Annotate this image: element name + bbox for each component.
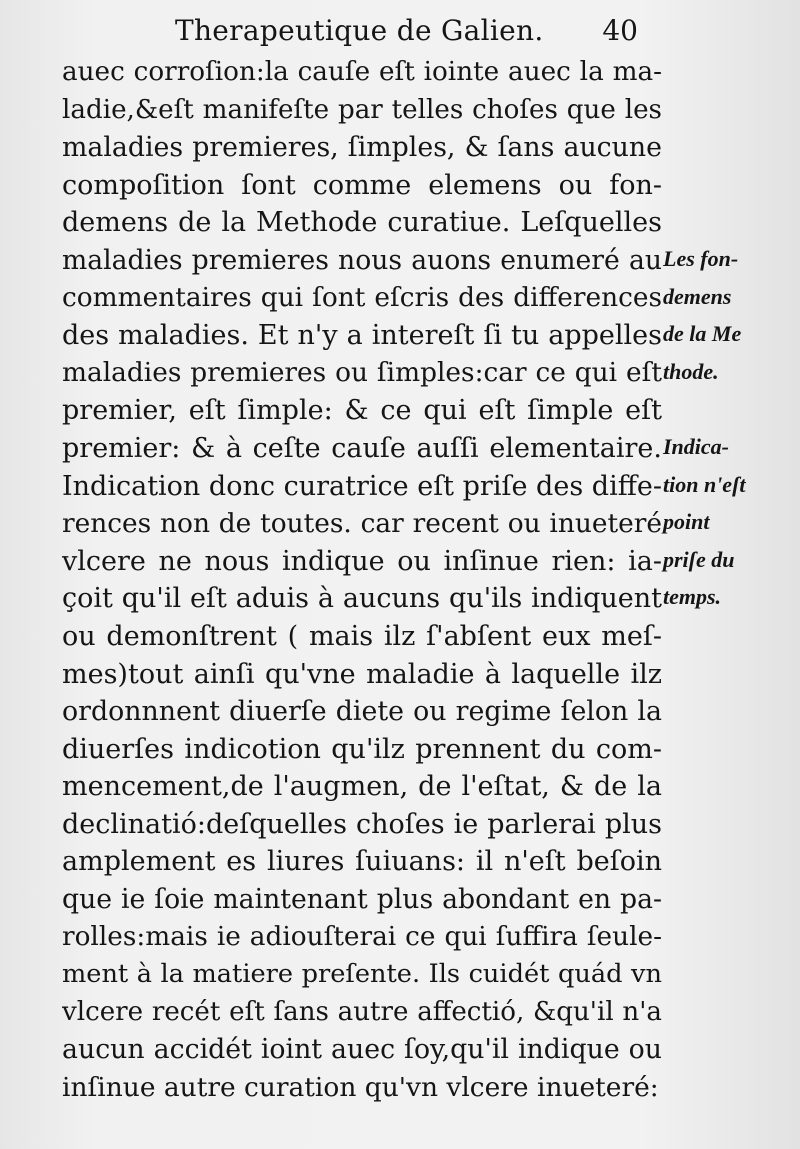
- text-line: aucun accidét ioint auec ſoy,qu'il indique ou: [62, 1034, 662, 1066]
- margin-note-line: priſe du: [663, 546, 735, 572]
- margin-note-line: temps.: [663, 584, 722, 610]
- text-line: ordonnnent diuerſe diete ou regime ſelon la: [62, 696, 662, 728]
- text-line: premier, eſt ſimple: & ce qui eſt ſimple eſt: [62, 395, 662, 427]
- text-line: Indication donc curatrice eſt priſe des diffe-: [62, 470, 662, 502]
- text-line: auec corroſion:la cauſe eſt iointe auec la ma-: [62, 57, 662, 87]
- text-line: maladies premieres, ſimples, & ſans aucune: [62, 132, 662, 164]
- text-line: maladies premieres nous auons enumeré au: [62, 244, 662, 276]
- text-line: rolles:mais ie adiouſterai ce qui ſuffira ſeule-: [62, 921, 662, 952]
- margin-note-indication: [663, 428, 798, 616]
- text-line: compoſition ſont comme elemens ou fon-: [62, 169, 662, 201]
- running-title: Therapeutique de Galien.: [175, 14, 544, 47]
- margin-note-line: tion n'eſt: [663, 471, 746, 497]
- text-line: des maladies. Et n'y a intereſt ſi tu appelles: [62, 320, 662, 352]
- margin-note-line: Les fon-: [663, 246, 739, 271]
- text-line: declinatió:deſquelles choſes ie parlerai plus: [62, 808, 662, 840]
- text-line: çoit qu'il eſt aduis à aucuns qu'ils indiquent: [62, 583, 662, 615]
- text-line: inſinue autre curation qu'vn vlcere inueteré:: [62, 1072, 659, 1104]
- margin-note-line: Indica-: [663, 433, 729, 459]
- margin-note-line: demens: [663, 283, 732, 309]
- text-line: que ie ſoie maintenant plus abondant en pa-: [62, 884, 662, 916]
- text-line: ment à la matiere preſente. Ils cuidét quád vn: [62, 959, 662, 990]
- margin-note-line: point: [663, 509, 710, 535]
- text-line: maladies premieres ou ſimples:car ce qui eſt: [62, 357, 662, 388]
- text-line: mes)tout ainſi qu'vne maladie à laquelle ilz: [62, 658, 662, 690]
- text-line: diuerſes indicotion qu'ilz prennent du com-: [62, 733, 662, 765]
- text-line: vlcere recét eſt ſans autre affectió, &qu'il n'a: [62, 996, 662, 1027]
- text-line: rences non de toutes. car recent ou inueteré: [62, 508, 662, 540]
- text-line: mencement,de l'augmen, de l'eſtat, & de la: [62, 771, 662, 803]
- page-number: 40: [602, 14, 638, 47]
- body-text: [62, 54, 662, 1107]
- text-line: demens de la Methode curatiue. Leſquelles: [62, 207, 662, 239]
- text-line: premier: & à ceſte cauſe auſſi elementaire.: [62, 432, 662, 464]
- running-head: [175, 14, 638, 48]
- margin-note-gap: [663, 390, 798, 428]
- margin-note-line: de la Me: [663, 321, 742, 347]
- margin-notes: [663, 240, 798, 616]
- text-line: commentaires qui ſont eſcris des differences: [62, 282, 662, 313]
- margin-note-line: thode.: [663, 358, 719, 384]
- text-line: ladie,&eſt manifeſte par telles choſes que les: [62, 94, 662, 125]
- text-line: vlcere ne nous indique ou inſinue rien: ia-: [62, 545, 662, 577]
- text-line: amplement es liures ſuiuans: il n'eſt beſoin: [62, 846, 662, 878]
- margin-note-methode: [663, 240, 798, 390]
- text-line: ou demonſtrent ( mais ilz ſ'abſent eux meſ-: [62, 620, 662, 652]
